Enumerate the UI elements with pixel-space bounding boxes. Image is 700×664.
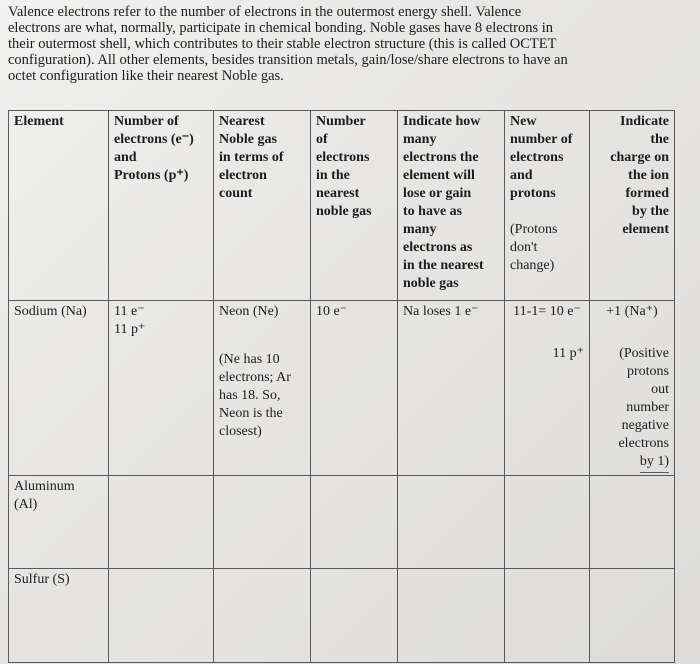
cell-noble-electrons bbox=[311, 476, 398, 569]
header-nearest-noble-gas: Nearest Noble gas in terms of electron count bbox=[214, 111, 311, 301]
valence-electron-table bbox=[8, 110, 675, 663]
cell-noble-electrons: 10 e⁻ bbox=[311, 301, 398, 476]
cell-new-number bbox=[505, 569, 590, 663]
cell-lose-gain: Na loses 1 e⁻ bbox=[398, 301, 505, 476]
header-new-number bbox=[505, 111, 590, 301]
cell-electrons-protons: 11 e⁻ 11 p⁺ bbox=[109, 301, 214, 476]
cell-noble-electrons bbox=[311, 569, 398, 663]
cell-new-number bbox=[505, 476, 590, 569]
table-row bbox=[9, 301, 675, 476]
cell-charge bbox=[590, 569, 675, 663]
cell-element: Sodium (Na) bbox=[9, 301, 109, 476]
table-row bbox=[9, 476, 675, 569]
cell-lose-gain bbox=[398, 476, 505, 569]
header-element: Element bbox=[9, 111, 109, 301]
header-ion-charge: Indicate the charge on the ion formed by the element bbox=[590, 111, 675, 301]
intro-paragraph bbox=[8, 4, 692, 84]
cell-electrons-protons bbox=[109, 476, 214, 569]
charge-note-last: by 1) bbox=[640, 453, 669, 473]
header-electrons-protons: Number of electrons (e⁻) and Protons (p⁺) bbox=[109, 111, 214, 301]
intro-line: electrons are what, normally, participate in chemical bonding. Noble gases have 8 electrons in bbox=[8, 20, 554, 36]
cell-lose-gain bbox=[398, 569, 505, 663]
cell-charge: +1 (Na⁺) (Positive protons out number negative electrons by 1) bbox=[590, 301, 675, 476]
intro-line: octet configuration like their nearest Noble gas. bbox=[8, 68, 284, 84]
table-header-row bbox=[9, 111, 675, 301]
intro-line: configuration). All other elements, besides transition metals, gain/lose/share electrons to have an bbox=[8, 52, 568, 68]
header-new-number-label: New number of electrons and protons bbox=[510, 114, 573, 201]
cell-charge bbox=[590, 476, 675, 569]
cell-new-number: 11-1= 10 e⁻ 11 p⁺ bbox=[505, 301, 590, 476]
cell-noble-gas bbox=[214, 569, 311, 663]
header-protons-note: (Protons don't change) bbox=[510, 222, 558, 273]
charge-note: (Positive protons out number negative electrons bbox=[618, 346, 669, 451]
cell-element: Sulfur (S) bbox=[9, 569, 109, 663]
noble-gas-note: (Ne has 10 electrons; Ar has 18. So, Neon is the closest) bbox=[219, 352, 291, 439]
intro-line: their outermost shell, which contributes to their stable electron structure (this is called OCTET bbox=[8, 36, 557, 52]
cell-electrons-protons bbox=[109, 569, 214, 663]
cell-element: Aluminum (Al) bbox=[9, 476, 109, 569]
header-noble-gas-electrons: Number of electrons in the nearest noble gas bbox=[311, 111, 398, 301]
new-protons: 11 p⁺ bbox=[552, 346, 584, 361]
table-row bbox=[9, 569, 675, 663]
cell-noble-gas bbox=[214, 476, 311, 569]
intro-line: Valence electrons refer to the number of electrons in the outermost energy shell. Valence bbox=[8, 4, 522, 20]
cell-noble-gas: Neon (Ne) (Ne has 10 electrons; Ar has 18. So, Neon is the closest) bbox=[214, 301, 311, 476]
header-lose-or-gain: Indicate how many electrons the element will lose or gain to have as many electrons as in the nearest noble gas bbox=[398, 111, 505, 301]
